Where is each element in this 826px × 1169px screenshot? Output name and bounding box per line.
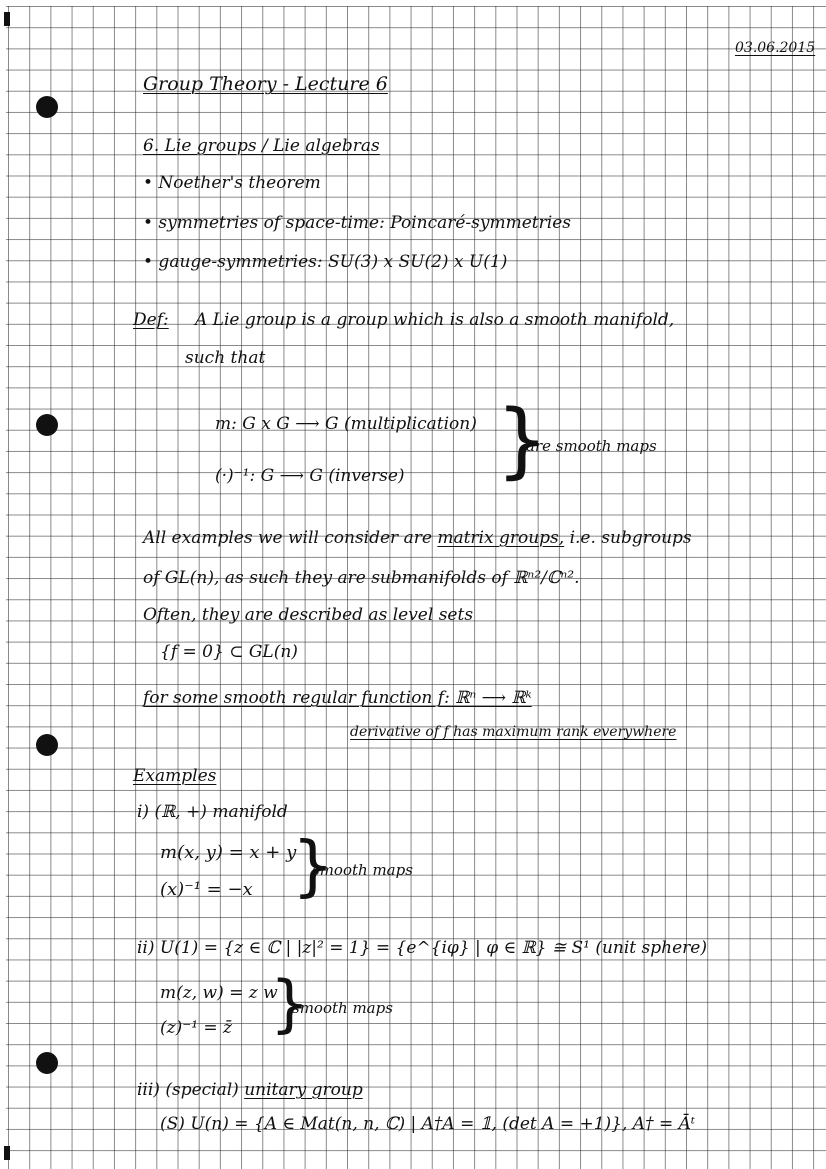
example-2-brace-label: smooth maps (292, 999, 393, 1017)
example-1-title: i) (ℝ, +) manifold (137, 802, 288, 822)
section-heading: 6. Lie groups / Lie algebras (143, 136, 380, 156)
bullet-noether: • Noether's theorem (143, 173, 321, 193)
definition-text-2: such that (185, 348, 266, 368)
paragraph-term-matrix-groups: matrix groups, (437, 528, 565, 548)
example-2-map-1: m(z, w) = z w (160, 983, 278, 1003)
punch-hole-3 (36, 734, 58, 756)
page-margin-left (0, 0, 6, 1169)
corner-mark-bottom (4, 1146, 10, 1160)
example-3-title-pre: iii) (special) (137, 1080, 239, 1100)
definition-brace-label: are smooth maps (526, 437, 657, 455)
brace-example-1: } (292, 827, 334, 904)
paragraph-line-3: Often, they are described as level sets (143, 605, 474, 625)
bullet-spacetime: • symmetries of space-time: Poincaré-symmetries (143, 213, 571, 233)
punch-hole-2 (36, 414, 58, 436)
example-3-title-term: unitary group (244, 1080, 363, 1100)
paragraph-footnote: derivative of f has maximum rank everywhere (350, 724, 677, 740)
example-1-brace-label: smooth maps (312, 861, 413, 879)
bullet-gauge: • gauge-symmetries: SU(3) x SU(2) x U(1) (143, 252, 508, 272)
punch-hole-1 (36, 96, 58, 118)
page-title: Group Theory - Lecture 6 (143, 73, 388, 95)
example-2-map-2: (z)⁻¹ = z̄ (160, 1018, 233, 1038)
page-margin-top (0, 0, 826, 6)
paragraph-level-set: {f = 0} ⊂ GL(n) (160, 642, 298, 662)
punch-hole-4 (36, 1052, 58, 1074)
example-3-title (137, 1080, 363, 1100)
paragraph-line-1-post: i.e. subgroups (569, 528, 692, 548)
brace-definition: } (496, 393, 549, 488)
brace-example-2: } (270, 967, 310, 1040)
example-1-map-1: m(x, y) = x + y (160, 842, 297, 863)
examples-heading: Examples (133, 766, 217, 786)
page-date: 03.06.2015 (735, 40, 816, 56)
definition-label: Def: (133, 310, 169, 330)
example-2-title: ii) U(1) = {z ∈ ℂ | |z|² = 1} = {e^{iφ} | φ ∈ ℝ} ≅ S¹ (unit sphere) (137, 938, 707, 958)
corner-mark-top (4, 12, 10, 26)
definition-map-multiplication: m: G x G ⟶ G (multiplication) (215, 414, 477, 434)
paragraph-line-2: of GL(n), as such they are submanifolds of ℝⁿ²/ℂⁿ². (143, 568, 580, 588)
definition-text-1: A Lie group is a group which is also a smooth manifold, (195, 310, 675, 330)
definition-map-inverse: (·)⁻¹: G ⟶ G (inverse) (215, 466, 405, 486)
paragraph-line-5: for some smooth regular function f: ℝⁿ ⟶ ℝᵏ (143, 688, 532, 708)
example-3-definition: (S) U(n) = {A ∈ Mat(n, n, ℂ) | A†A = 𝟙, (det A = +1)}, A† = Āᵗ (160, 1114, 696, 1134)
example-1-map-2: (x)⁻¹ = −x (160, 879, 253, 900)
paragraph-line-1 (143, 528, 692, 548)
paragraph-line-1-pre: All examples we will consider are (143, 528, 432, 548)
